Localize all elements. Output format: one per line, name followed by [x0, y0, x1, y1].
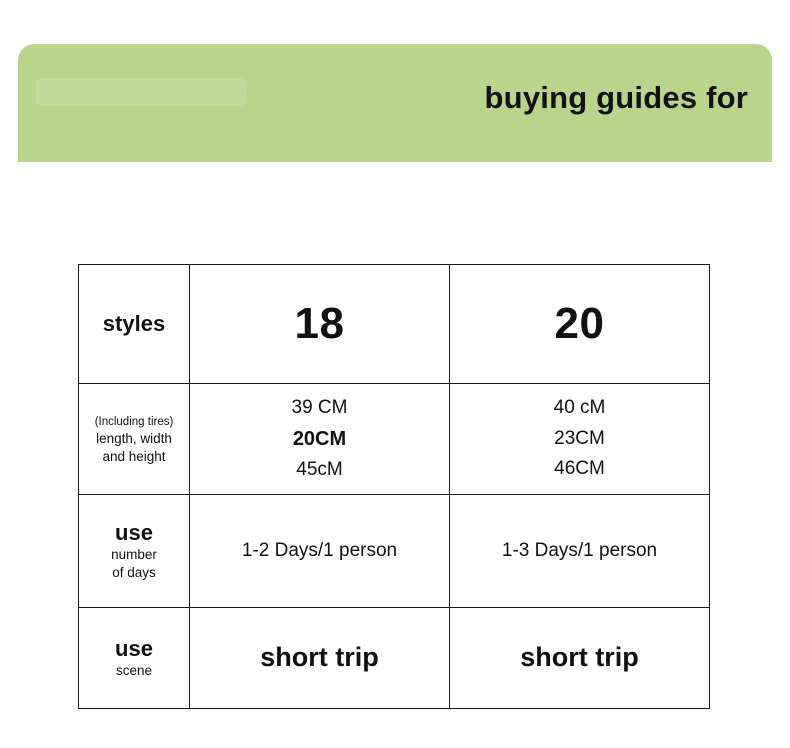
banner-decoration: [36, 78, 246, 106]
row-label-use-days-line1: number: [111, 546, 157, 562]
cell-dimensions-18-height: 45cM: [296, 459, 343, 480]
cell-use-scene-20: [450, 608, 710, 709]
banner-header: [18, 44, 772, 162]
row-label-use-days: [79, 495, 190, 608]
cell-dimensions-18-length: 39 CM: [291, 396, 348, 418]
row-label-use-days-line2: of days: [112, 564, 156, 580]
cell-dimensions-18-width: 20CM: [292, 428, 347, 450]
banner-title: buying guides for: [484, 80, 748, 115]
row-label-use-scene-main: use: [115, 636, 153, 662]
cell-styles-20-value: 20: [554, 299, 605, 348]
cell-dimensions-20: [450, 384, 710, 495]
row-label-use-scene: [79, 608, 190, 709]
cell-use-scene-18: [190, 608, 450, 709]
spec-table: [78, 264, 710, 709]
cell-use-days-18-value: 1-2 Days/1 person: [241, 539, 398, 561]
row-label-dimensions-note: (Including tires): [94, 416, 174, 428]
cell-styles-18-value: 18: [294, 299, 345, 348]
cell-use-days-20: [450, 495, 710, 608]
row-label-use-scene-line1: scene: [115, 662, 153, 678]
product-info-card: [18, 44, 772, 748]
cell-use-days-18: [190, 495, 450, 608]
cell-use-scene-20-value: short trip: [520, 642, 639, 673]
cell-styles-20: [450, 265, 710, 384]
row-label-dimensions-line2: and height: [102, 449, 166, 464]
row-label-styles-text: styles: [102, 311, 166, 337]
cell-dimensions-20-width: 23CM: [554, 427, 605, 449]
table-row-use-scene: [79, 608, 710, 709]
row-label-styles: [79, 265, 190, 384]
spec-table-wrapper: [78, 264, 706, 709]
cell-dimensions-18: [190, 384, 450, 495]
cell-dimensions-20-length: 40 cM: [553, 397, 606, 419]
cell-styles-18: [190, 265, 450, 384]
row-label-use-days-main: use: [115, 520, 153, 546]
cell-use-days-20-value: 1-3 Days/1 person: [501, 539, 658, 561]
row-label-dimensions: [79, 384, 190, 495]
table-row-use-days: [79, 495, 710, 608]
cell-use-scene-18-value: short trip: [260, 642, 379, 673]
cell-dimensions-20-height: 46CM: [554, 458, 605, 480]
table-row-dimensions: [79, 384, 710, 495]
table-row-styles: [79, 265, 710, 384]
row-label-dimensions-line1: length, width: [96, 431, 172, 446]
